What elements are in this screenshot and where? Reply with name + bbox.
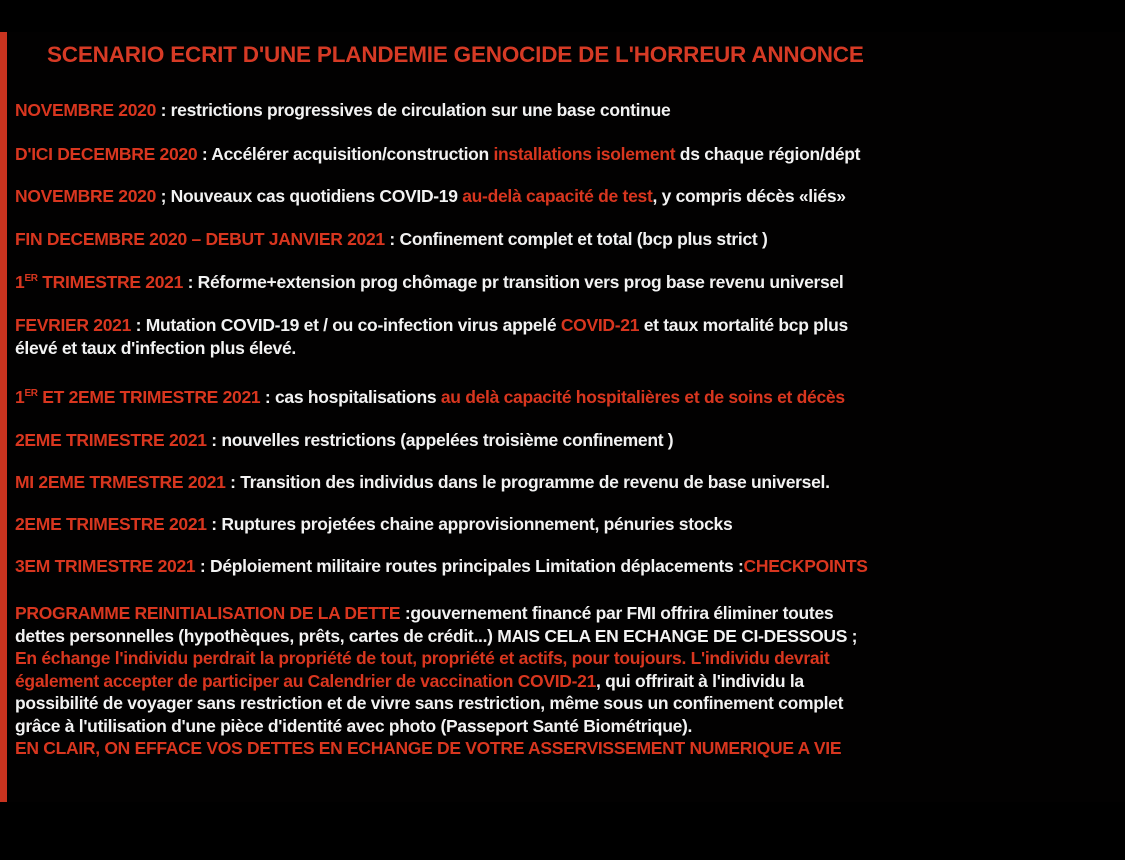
item-text: : Mutation COVID-19 et / ou co-infection virus appelé [131, 315, 561, 335]
item-date: TRIMESTRE 2021 [37, 272, 184, 292]
item-date: D'ICI DECEMBRE 2020 [15, 144, 198, 164]
item-date-prefix: 1 [15, 272, 25, 292]
item-text: : Ruptures projetées chaine approvisionnement, pénuries stocks [206, 514, 733, 534]
list-item [15, 472, 1123, 493]
item-text: : Transition des individus dans le programme de revenu de base universel. [225, 472, 830, 492]
item-date: NOVEMBRE 2020 [15, 100, 157, 120]
item-text: : Accélérer acquisition/construction [197, 144, 494, 164]
item-text: : Réforme+extension prog chômage pr transition vers prog base revenu universel [183, 272, 844, 292]
item-date: MI 2EME TRMESTRE 2021 [15, 472, 226, 492]
item-date: 3EM TRIMESTRE 2021 [15, 556, 196, 576]
red-left-border [0, 32, 7, 802]
list-item [15, 514, 1123, 535]
paragraph-text: :gouvernement financé par FMI offrira éliminer toutes [400, 603, 834, 623]
item-date-superscript: ER [24, 388, 38, 399]
item-text: : cas hospitalisations [260, 387, 441, 407]
list-item [15, 272, 1123, 293]
list-item [15, 430, 1123, 451]
paragraph-heading: PROGRAMME REINITIALISATION DE LA DETTE [15, 603, 401, 623]
item-date: 2EME TRIMESTRE 2021 [15, 514, 207, 534]
item-date: ET 2EME TRIMESTRE 2021 [37, 387, 261, 407]
item-date-prefix: 1 [15, 387, 25, 407]
paragraph-red-text: également accepter de participer au Calendrier de vaccination COVID-21 [15, 670, 597, 691]
item-date-superscript: ER [24, 273, 38, 284]
item-highlight: CHECKPOINTS [743, 556, 868, 576]
item-text-end: ds chaque région/dépt [675, 144, 861, 164]
list-item [15, 144, 1123, 165]
paragraph-text: , qui offrirait à l'individu la [596, 670, 804, 691]
item-date: 2EME TRIMESTRE 2021 [15, 430, 207, 450]
list-item [15, 387, 1123, 408]
item-date: FIN DECEMBRE 2020 – DEBUT JANVIER 2021 [15, 229, 385, 249]
item-text-continued: élevé et taux d'infection plus élevé. [15, 337, 296, 358]
list-item [15, 314, 1123, 359]
debt-reset-paragraph [15, 602, 1123, 760]
item-highlight: installations isolement [493, 144, 676, 164]
paragraph-text: grâce à l'utilisation d'une pièce d'identité avec photo (Passeport Santé Biométrique). [15, 715, 693, 736]
list-item [15, 100, 1123, 121]
page-title: SCENARIO ECRIT D'UNE PLANDEMIE GENOCIDE DE L'HORREUR ANNONCE [47, 42, 864, 67]
item-text-end: , y compris décès «liés» [652, 186, 846, 206]
list-item [15, 186, 1123, 207]
item-text: : nouvelles restrictions (appelées troisième confinement ) [206, 430, 674, 450]
list-item [15, 556, 1123, 577]
item-highlight: COVID-21 [560, 315, 640, 335]
item-text: : Confinement complet et total (bcp plus strict ) [384, 229, 768, 249]
item-text: ; Nouveaux cas quotidiens COVID-19 [156, 186, 463, 206]
item-text: : restrictions progressives de circulation sur une base continue [156, 100, 671, 120]
list-item [15, 229, 1123, 250]
item-highlight: au delà capacité hospitalières et de soins et décès [440, 387, 845, 407]
paragraph-text: dettes personnelles (hypothèques, prêts, cartes de crédit...) MAIS CELA EN ECHANGE DE CI-DESSOUS ; [15, 625, 858, 646]
item-date: NOVEMBRE 2020 [15, 186, 157, 206]
item-text: : Déploiement militaire routes principales Limitation déplacements : [195, 556, 744, 576]
text-panel [9, 32, 1125, 802]
paragraph-text: possibilité de voyager sans restriction et de vivre sans restriction, même sous un confinement complet [15, 693, 844, 713]
item-date: FEVRIER 2021 [15, 315, 132, 335]
paragraph-red-text: En échange l'individu perdrait la propriété de tout, propriété et actifs, pour toujours. L'individu devrait [15, 648, 830, 668]
conclusion-text: EN CLAIR, ON EFFACE VOS DETTES EN ECHANGE DE VOTRE ASSERVISSEMENT NUMERIQUE A VIE [15, 738, 842, 758]
item-text-end: et taux mortalité bcp plus [639, 315, 848, 335]
item-highlight: au-delà capacité de test [462, 186, 653, 206]
